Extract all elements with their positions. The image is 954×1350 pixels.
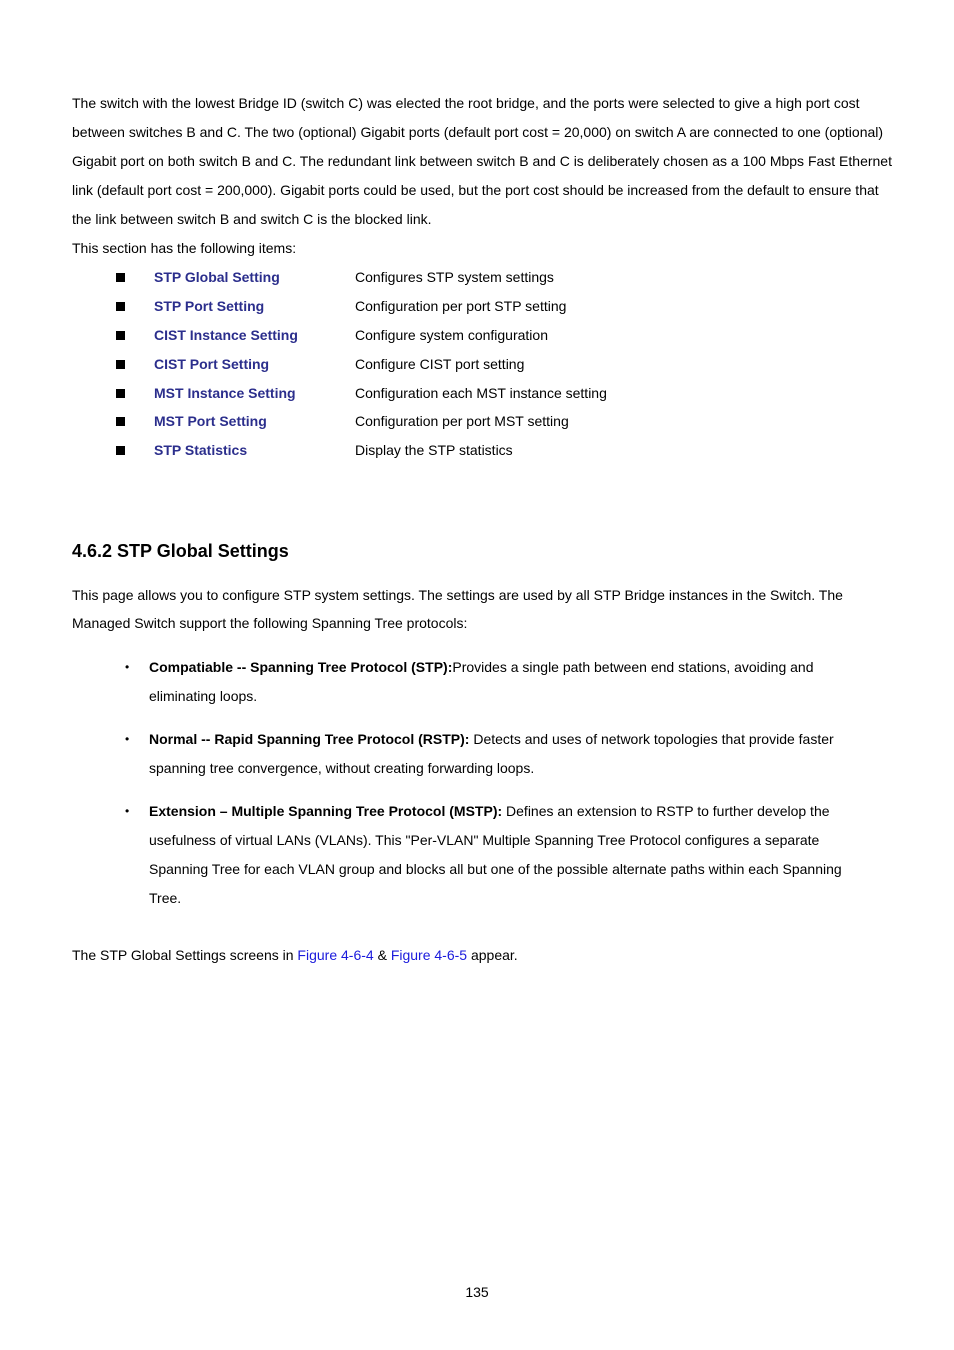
protocol-text: Defines an extension to RSTP to further develop the usefulness of virtual LANs (VLANs). This "Per-VLAN" Multiple Spanning Tree Protocol configures a separate Spanning Tree for each VLAN group and blocks all but one of the possible alternate paths within each Spanning Tree. xyxy=(149,803,842,906)
mst-port-setting-link[interactable]: MST Port Setting xyxy=(154,413,267,430)
square-bullet-icon xyxy=(116,446,125,455)
item-description: Display the STP statistics xyxy=(355,442,513,459)
protocol-text: Detects and uses of network topologies that provide faster spanning tree convergence, without creating forwarding loops. xyxy=(149,731,834,776)
figure-4-6-5-link[interactable]: Figure 4-6-5 xyxy=(390,947,468,963)
item-description: Configuration per port MST setting xyxy=(355,413,569,430)
square-bullet-icon xyxy=(116,302,125,311)
item-description: Configure system configuration xyxy=(355,326,548,343)
stp-port-setting-link[interactable]: STP Port Setting xyxy=(154,297,265,314)
stp-global-setting-link[interactable]: STP Global Setting xyxy=(154,269,280,285)
stp-statistics-link[interactable]: STP Statistics xyxy=(154,442,248,459)
closing-text-before: The STP Global Settings screens in xyxy=(72,947,298,963)
intro-paragraph: The switch with the lowest Bridge ID (switch C) was elected the root bridge, and the ports were selected to give a high port cost between switches B and C. The two (optional) Gigabit ports (default port cost = 20,000) on switch A are connected to one (optional) Gigabit port on both switch B and C. The redundant link between switch B and C is deliberately chosen as a 100 Mbps Fast Ethernet link (default port cost = 200,000). Gigabit ports could be used, but the port cost should be increased from the default to ensure that the link between switch B and switch C is the blocked link. xyxy=(72,95,892,227)
square-bullet-icon xyxy=(116,273,125,282)
protocol-description xyxy=(149,653,865,711)
cist-port-setting-link[interactable]: CIST Port Setting xyxy=(154,355,270,372)
square-bullet-icon xyxy=(116,360,125,369)
protocol-name: Extension – Multiple Spanning Tree Protocol (MSTP): xyxy=(149,803,503,819)
protocol-item-mstp xyxy=(125,797,865,913)
item-description: Configuration per port STP setting xyxy=(355,297,567,314)
bullet-dot-icon: • xyxy=(125,732,130,746)
protocol-name: Compatiable -- Spanning Tree Protocol (STP): xyxy=(149,659,453,675)
protocol-item-rstp xyxy=(125,725,865,783)
square-bullet-icon xyxy=(116,331,125,340)
square-bullet-icon xyxy=(116,417,125,426)
items-lead-text: This section has the following items: xyxy=(72,240,297,256)
figure-4-6-4-link[interactable]: Figure 4-6-4 xyxy=(297,947,374,963)
closing-text-between: & xyxy=(373,947,391,963)
protocol-description xyxy=(149,725,865,783)
protocol-text: Provides a single path between end stations, avoiding and eliminating loops. xyxy=(149,659,814,704)
bullet-dot-icon: • xyxy=(125,804,130,818)
bullet-dot-icon: • xyxy=(125,660,130,674)
protocol-name: Normal -- Rapid Spanning Tree Protocol (RSTP): xyxy=(149,731,470,747)
section-heading: 4.6.2 STP Global Settings xyxy=(72,541,289,561)
protocol-description xyxy=(149,797,865,913)
page-number: 135 xyxy=(465,1284,489,1300)
protocol-item-stp xyxy=(125,653,865,711)
closing-paragraph xyxy=(72,941,518,969)
square-bullet-icon xyxy=(116,389,125,398)
closing-text-after: appear. xyxy=(467,947,518,963)
mst-instance-setting-link[interactable]: MST Instance Setting xyxy=(154,384,296,401)
section-paragraph: This page allows you to configure STP system settings. The settings are used by all STP Bridge instances in the Switch. The Managed Switch support the following Spanning Tree protocols: xyxy=(72,587,843,631)
item-description: Configures STP system settings xyxy=(355,269,554,285)
item-description: Configuration each MST instance setting xyxy=(355,384,607,401)
item-description: Configure CIST port setting xyxy=(355,355,525,372)
cist-instance-setting-link[interactable]: CIST Instance Setting xyxy=(154,326,298,343)
